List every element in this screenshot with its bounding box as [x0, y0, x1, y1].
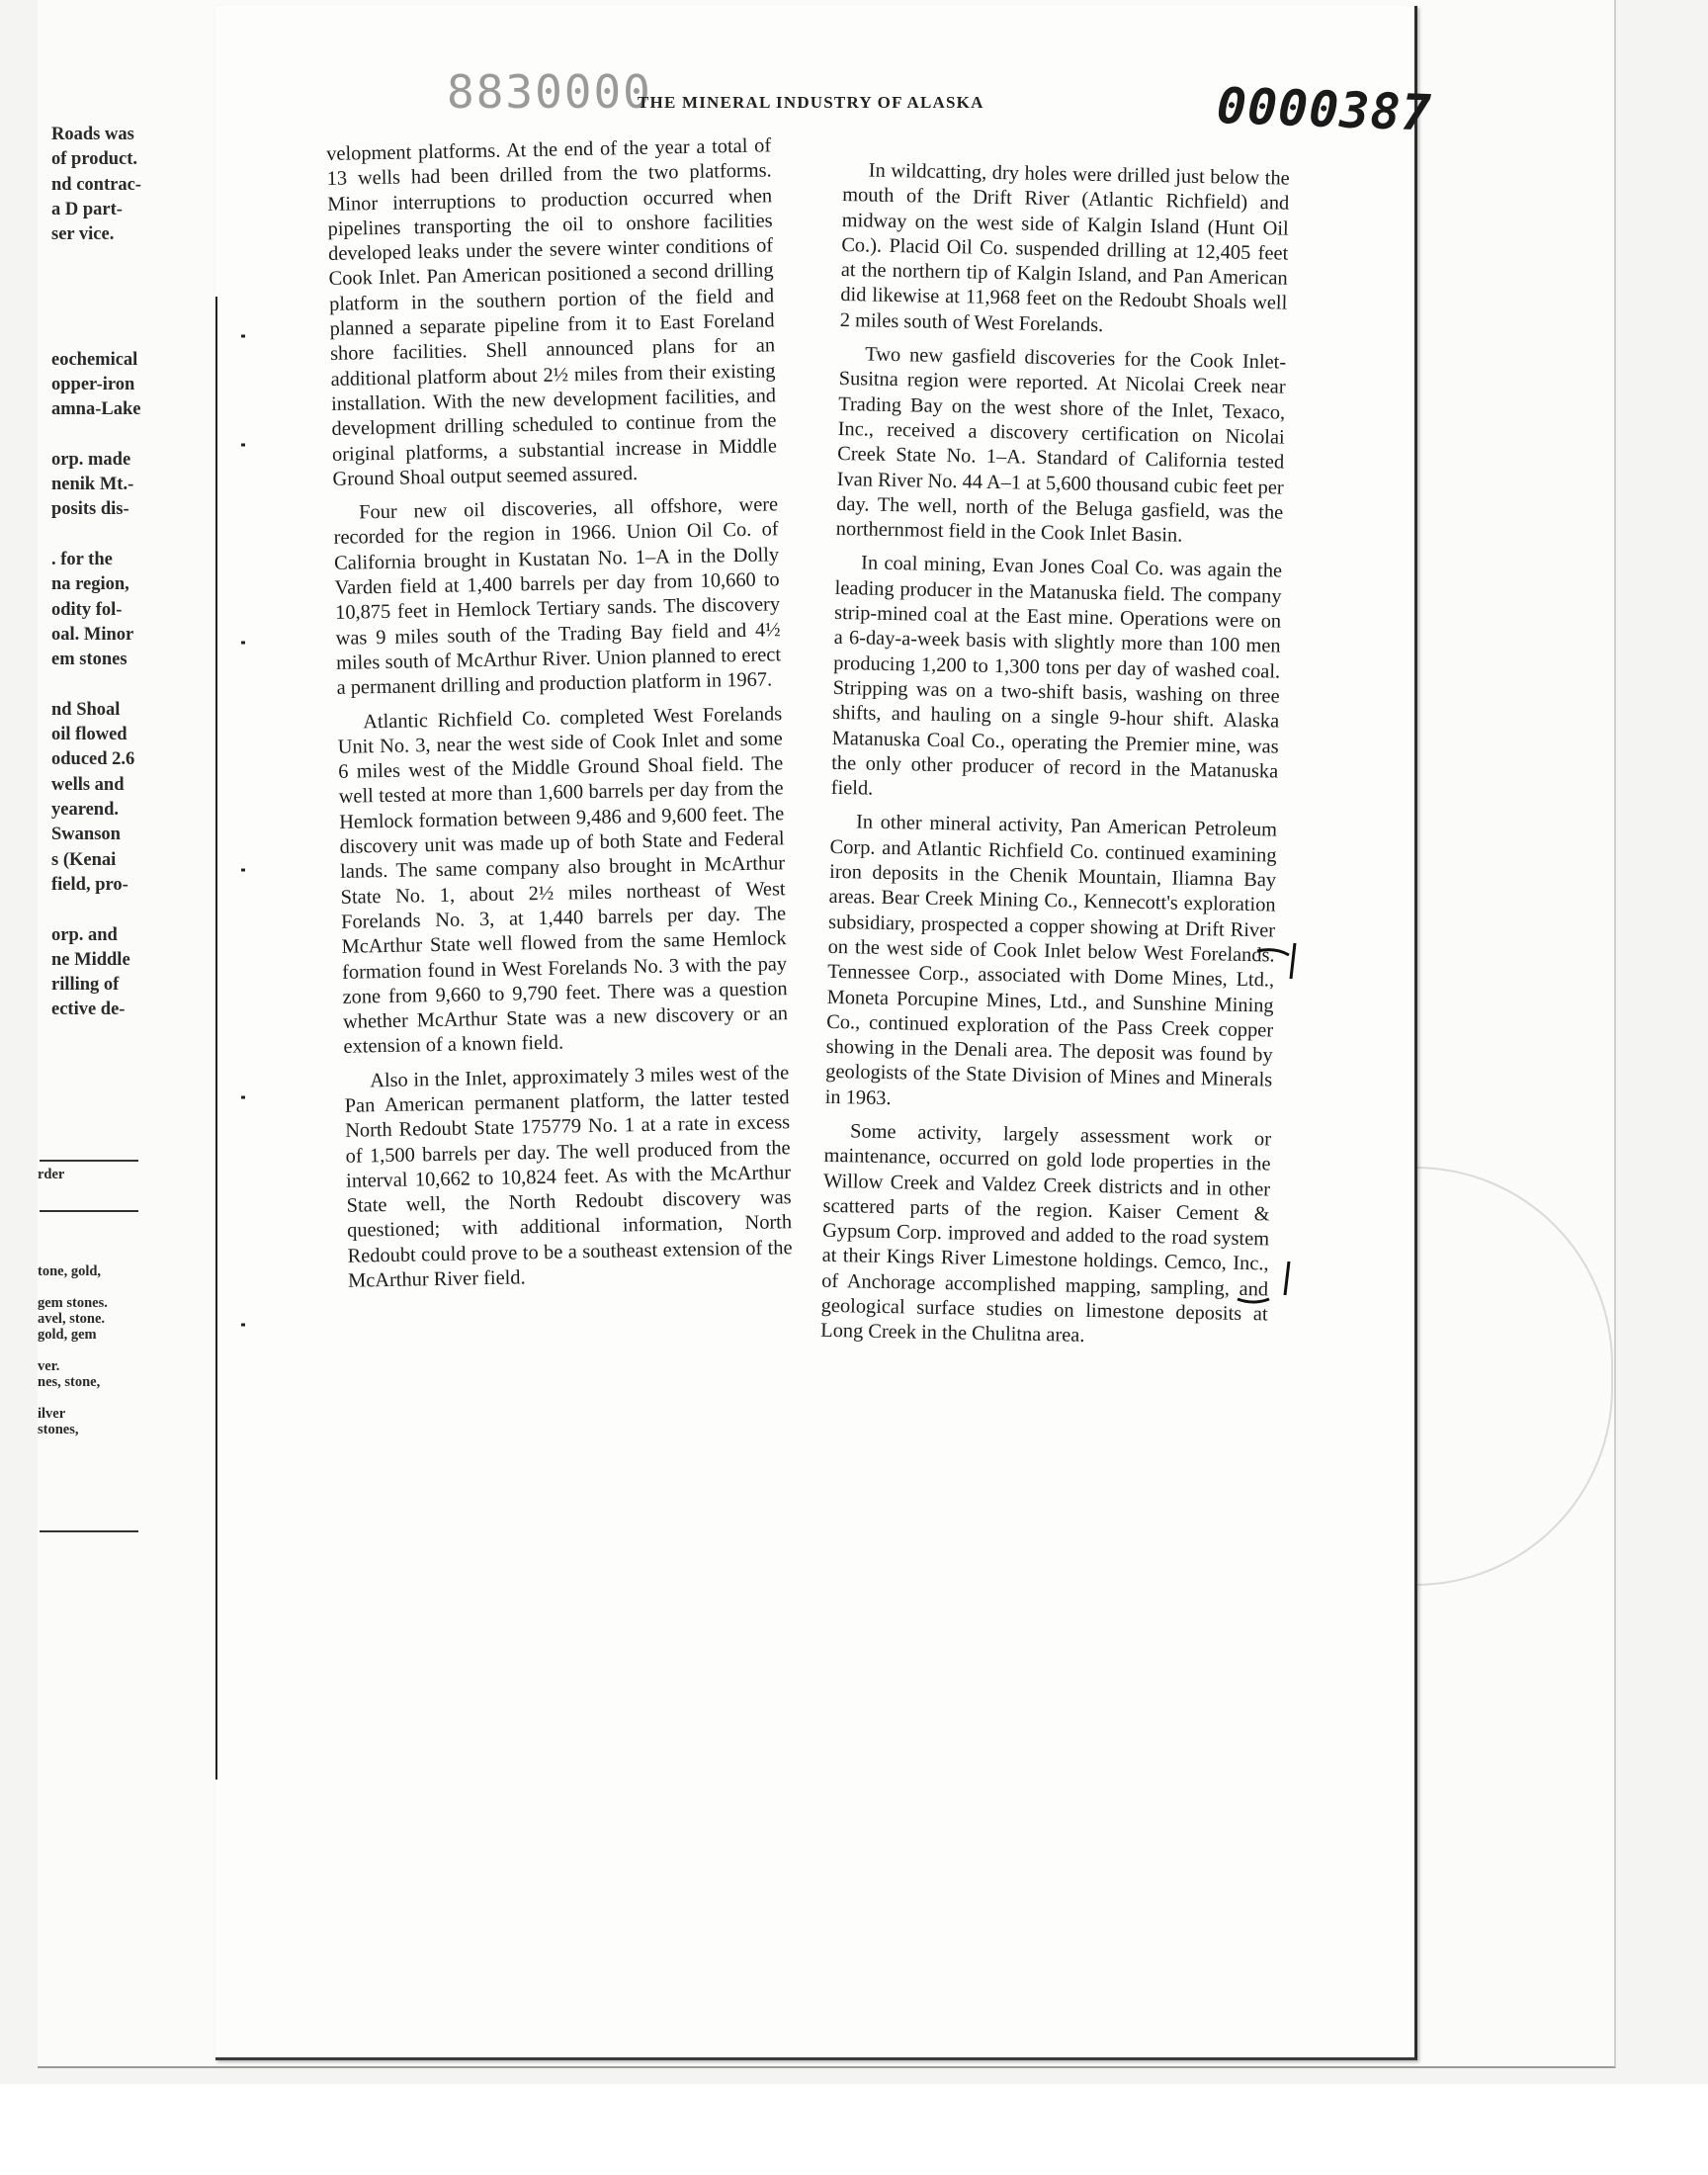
handwritten-bracket-mark-bottom — [1236, 1256, 1305, 1315]
paragraph: Some activity, largely assessment work or maintenance, occurred on gold lode properties in the Willow Creek and Valdez Creek districts and in other scattered parts of the region. Kaiser Cement & Gypsum Corp. improved and added to the road system at their Kings River Limestone holdings. Cemco, Inc., of Anchorage accomplished mapping, sampling, and geological surface studies on limestone deposits at Long Creek in the Chulitna area. — [820, 1120, 1272, 1348]
left-fragment-table-body: tone, gold, gem stones. avel, stone. gold, gem ver. nes, stone, ilver stones, — [38, 1263, 108, 1437]
document-number-stamp: 0000387 — [1215, 77, 1433, 142]
right-text-column — [820, 158, 1290, 1361]
binding-tick-marks — [235, 316, 247, 1602]
paragraph: velopment platforms. At the end of the year a total of 13 wells had been drilled from the two platforms. Minor interruptions to production occurred when pipelines transporting the oil to onshore facilities developed leaks under the severe winter conditions of Cook Inlet. Pan American positioned a second drilling platform in the southern portion of the field and planned a separate pipeline from it to East Foreland shore facilities. Shell announced plans for an additional platform about 2½ miles from their existing installation. With the new development facilities, and development drilling scheduled to continue from the original platforms, a substantial increase in Middle Ground Shoal output seemed assured. — [326, 134, 778, 490]
left-fragment-table-header: rder — [38, 1167, 65, 1182]
paragraph: Two new gasfield discoveries for the Cook Inlet-Susitna region were reported. At Nicolai Creek near Trading Bay on the west shore of the Inlet, Texaco, Inc., received a discovery certification on Nicolai Creek State No. 1–A. Standard of California tested Ivan River No. 44 A–1 at 5,600 thousand cubic feet per day. The well, north of the Beluga gasfield, was the northernmost field in the Cook Inlet Basin. — [835, 343, 1287, 547]
paragraph: In wildcatting, dry holes were drilled just below the mouth of the Drift River (Atlantic Richfield) and midway on the west side of Kalgin Island (Hunt Oil Co.). Placid Oil Co. suspended drilling at 12,405 feet at the northern tip of Kalgin Island, and Pan American did likewise at 11,968 feet on the Redoubt Shoals well 2 miles south of West Forelands. — [839, 159, 1290, 336]
paragraph: Four new oil discoveries, all offshore, were recorded for the region in 1966. Union Oil Co. of California brought in Kustatan No. 1–A in the Dolly Varden field at 1,400 barrels per day from 10,660 to 10,875 feet in Hemlock Tertiary sands. The discovery was 9 miles south of the Trading Bay field and 4½ miles south of McArthur River. Union planned to erect a permanent drilling and production platform in 1967. — [333, 493, 782, 700]
page-stamp-number: 8830000 — [447, 65, 652, 119]
main-page-left-edge — [215, 297, 217, 1780]
fragment-table-rule-top — [40, 1160, 138, 1162]
fragment-table-rule-mid — [40, 1210, 138, 1212]
left-page-fragment-text: Roads was of product. nd contrac- a D part- ser vice. eochemical opper-iron amna-Lake orp. made nenik Mt.- posits dis- . for the na region, odity fol- oal. Minor em stones nd Shoal oil flowed oduced 2.6 wells and yearend. Swanson s (Kenai field, pro- orp. and ne Middle rilling of ective de- — [51, 125, 141, 1020]
handwritten-bracket-mark-top — [1255, 929, 1315, 989]
paragraph: Also in the Inlet, approximately 3 miles west of the Pan American permanent platform, the latter tested North Redoubt State 175779 No. 1 at a rate in excess of 1,500 barrels per day. The well produced from the interval 10,662 to 10,824 feet. As with the McArthur State well, the North Redoubt discovery was questioned; with additional information, North Redoubt could prove to be a southeast extension of the McArthur River field. — [344, 1061, 793, 1292]
paragraph: In other mineral activity, Pan American Petroleum Corp. and Atlantic Richfield Co. continued examining iron deposits in the Chenik Mountain, Iliamna Bay areas. Bear Creek Mining Co., Kennecott's exploration subsidiary, prospected a copper showing at Drift River on the west side of Cook Inlet below West Forelands. Tennessee Corp., associated with Dome Mines, Ltd., Moneta Porcupine Mines, Ltd., and Sunshine Mining Co., continued exploration of the Pass Creek copper showing in the Denali area. The deposit was found by geologists of the State Division of Mines and Minerals in 1963. — [824, 811, 1278, 1109]
fragment-table-rule-bottom — [40, 1530, 138, 1532]
running-head-title: THE MINERAL INDUSTRY OF ALASKA — [638, 93, 984, 112]
left-text-column — [326, 133, 793, 1303]
paragraph: In coal mining, Evan Jones Coal Co. was again the leading producer in the Matanuska field. The company strip-mined coal at the East mine. Operations were on a 6-day-a-week basis with slightly more than 100 men producing 1,200 to 1,300 tons per day of washed coal. Stripping was on a two-shift basis, washing on three shifts, and hauling on a single 9-hour shift. Alaska Matanuska Coal Co., operating the Premier mine, was the only other producer of record in the Matanuska field. — [830, 552, 1283, 800]
paragraph: Atlantic Richfield Co. completed West Forelands Unit No. 3, near the west side of Cook Inlet and some 6 miles west of the Middle Ground Shoal field. The well tested at more than 1,600 barrels per day from the Hemlock formation between 9,486 and 9,600 feet. The discovery unit was made up of both State and Federal lands. The same company also brought in McArthur State No. 1, about 2½ miles northeast of West Forelands No. 3, at 1,440 barrels per day. The McArthur State well flowed from the same Hemlock formation found in West Forelands No. 3 with the pay zone from 9,660 to 9,790 feet. There was a question whether McArthur State was a new discovery or an extension of a known field. — [337, 702, 789, 1059]
